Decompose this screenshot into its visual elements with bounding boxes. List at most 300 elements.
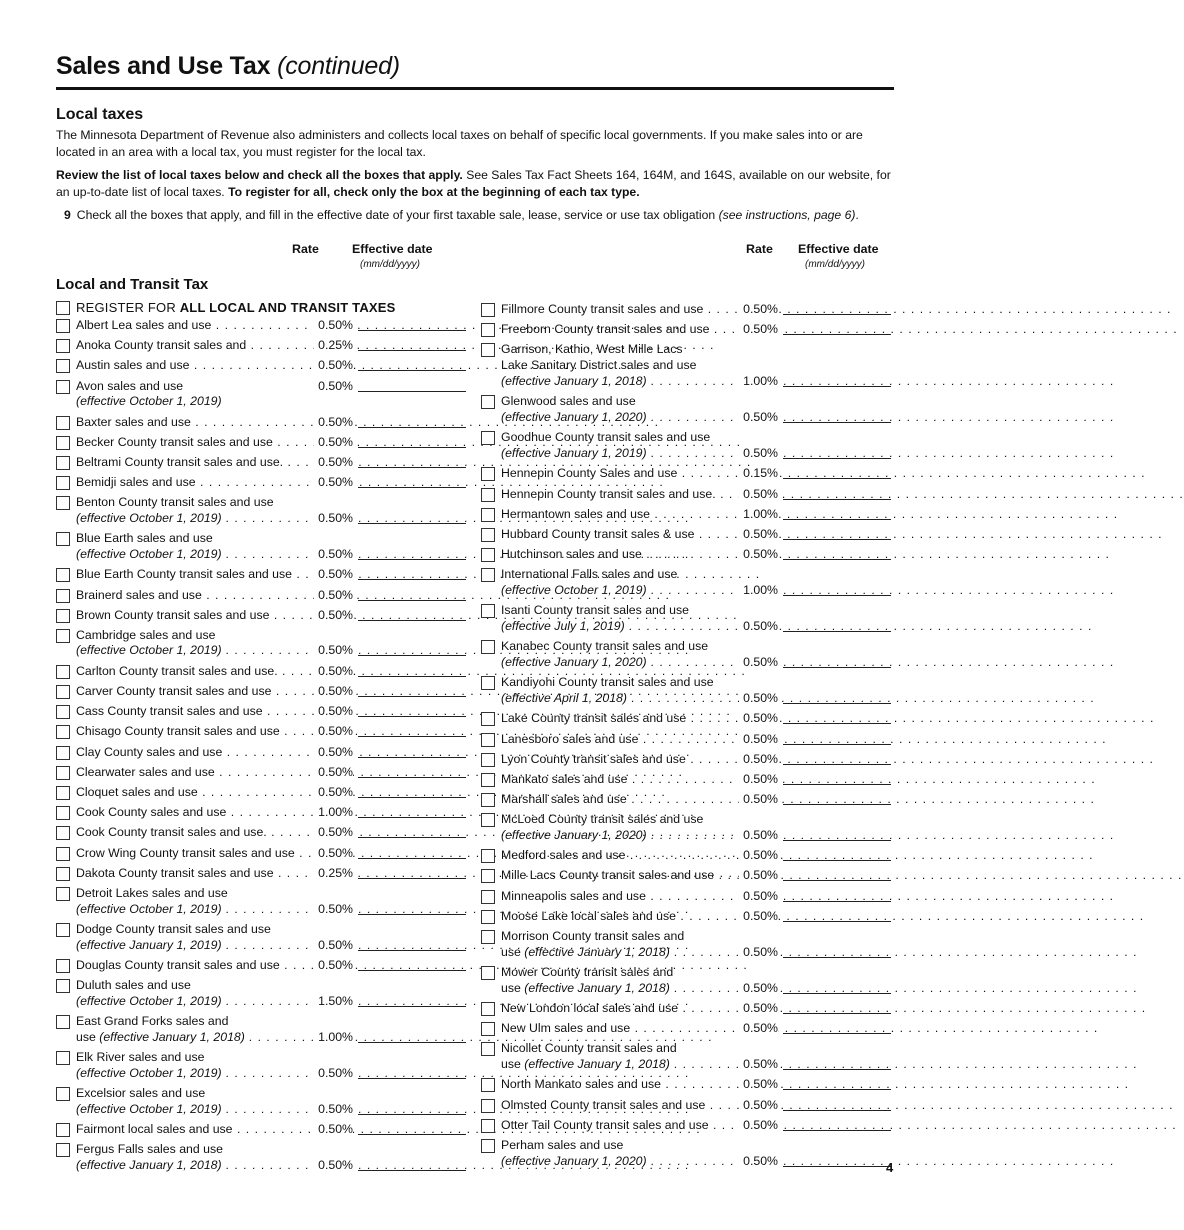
effective-date-field[interactable] xyxy=(358,338,466,351)
tax-name: Nicollet County transit sales and xyxy=(501,1041,677,1056)
effective-date-field[interactable] xyxy=(783,981,891,994)
tax-checkbox[interactable] xyxy=(481,303,495,317)
tax-rate: 0.50% xyxy=(314,608,353,624)
tax-rate: 0.50% xyxy=(314,547,353,563)
tax-checkbox[interactable] xyxy=(481,528,495,542)
tax-rate: 0.50% xyxy=(739,711,778,727)
effective-date-field[interactable] xyxy=(783,410,891,423)
effective-date-field[interactable] xyxy=(783,1057,891,1070)
tax-name: Detroit Lakes sales and use xyxy=(76,885,228,900)
tax-rate: 0.15% xyxy=(739,466,778,482)
effective-note: use (effective January 1, 2018) . . . xyxy=(76,1030,341,1046)
tax-name: Cook County sales and use . . . xyxy=(76,805,341,821)
effective-date-field[interactable] xyxy=(783,691,891,704)
effective-date-field[interactable] xyxy=(358,958,466,971)
tax-name: Crow Wing County transit sales and use . . . xyxy=(76,846,341,862)
tax-rate: 0.50% xyxy=(314,745,353,761)
effective-date-field[interactable] xyxy=(358,1122,466,1135)
effective-date-field[interactable] xyxy=(783,487,891,500)
effective-date-field[interactable] xyxy=(783,1001,891,1014)
tax-rate: 0.50% xyxy=(739,792,778,808)
tax-checkbox[interactable] xyxy=(481,1042,495,1056)
effective-date-field[interactable] xyxy=(783,1098,891,1111)
effective-date-field[interactable] xyxy=(358,724,466,737)
rate-header-left: Rate xyxy=(292,242,319,256)
effective-date-field[interactable] xyxy=(783,732,891,745)
tax-row xyxy=(56,435,466,455)
tax-name: Cook County transit sales and use. . . . xyxy=(76,825,341,841)
tax-row xyxy=(481,1021,891,1041)
effective-date-field[interactable] xyxy=(358,511,466,524)
tax-checkbox[interactable] xyxy=(481,869,495,883)
effective-date-field[interactable] xyxy=(358,805,466,818)
rate-header-right: Rate xyxy=(746,242,773,256)
tax-checkbox[interactable] xyxy=(56,685,70,699)
tax-checkbox[interactable] xyxy=(56,1087,70,1101)
tax-row xyxy=(481,547,891,567)
effective-date-field[interactable] xyxy=(358,1158,466,1171)
tax-rate: 0.50% xyxy=(739,828,778,844)
tax-rate: 0.50% xyxy=(739,655,778,671)
tax-name: Clay County sales and use . . . xyxy=(76,745,341,761)
tax-checkbox[interactable] xyxy=(56,609,70,623)
tax-checkbox[interactable] xyxy=(56,319,70,333)
tax-rate: 0.50% xyxy=(314,1158,353,1174)
tax-rate: 0.50% xyxy=(739,732,778,748)
tax-checkbox[interactable] xyxy=(481,1119,495,1133)
tax-checkbox[interactable] xyxy=(56,705,70,719)
effective-date-field[interactable] xyxy=(358,846,466,859)
tax-checkbox[interactable] xyxy=(56,746,70,760)
tax-row xyxy=(481,909,891,929)
tax-row xyxy=(481,507,891,527)
form-page xyxy=(56,52,894,1175)
effective-note: (effective April 1, 2018) . . . xyxy=(501,691,766,707)
effective-date-field[interactable] xyxy=(358,435,466,448)
tax-rate: 0.50% xyxy=(314,1066,353,1082)
effective-date-field[interactable] xyxy=(358,415,466,428)
tax-checkbox[interactable] xyxy=(56,725,70,739)
tax-row xyxy=(481,812,891,848)
effective-date-field[interactable] xyxy=(783,655,891,668)
effective-date-field[interactable] xyxy=(358,547,466,560)
effective-date-field[interactable] xyxy=(358,1066,466,1079)
tax-checkbox[interactable] xyxy=(481,1002,495,1016)
tax-rate: 0.50% xyxy=(739,322,778,338)
effective-date-field[interactable] xyxy=(783,547,891,560)
effective-date-field[interactable] xyxy=(358,1102,466,1115)
tax-name: Morrison County transit sales and xyxy=(501,929,685,943)
tax-name: Garrison, Kathio, West Mille Lacs xyxy=(501,342,683,357)
tax-rate: 0.50% xyxy=(314,358,353,374)
tax-row xyxy=(481,1118,891,1138)
tax-row xyxy=(481,466,891,486)
effective-date-field[interactable] xyxy=(358,745,466,758)
tax-name: Excelsior sales and use xyxy=(76,1086,206,1101)
tax-row xyxy=(481,848,891,868)
tax-checkbox[interactable] xyxy=(56,1015,70,1029)
tax-checkbox[interactable] xyxy=(56,1143,70,1157)
tax-checkbox[interactable] xyxy=(56,568,70,582)
tax-row xyxy=(481,772,891,792)
effective-note: (effective October 1, 2019) . . . xyxy=(76,1102,341,1118)
tax-name: Dakota County transit sales and use . . . xyxy=(76,866,341,882)
tax-rate: 0.50% xyxy=(314,704,353,720)
tax-name: Blue Earth sales and use xyxy=(76,531,213,546)
tax-rate: 0.25% xyxy=(314,866,353,882)
tax-checkbox[interactable] xyxy=(481,1099,495,1113)
tax-name: Kanabec County transit sales and use xyxy=(501,639,709,654)
tax-checkbox[interactable] xyxy=(56,359,70,373)
tax-checkbox[interactable] xyxy=(481,910,495,924)
tax-name: Lyon County transit sales and use . . . xyxy=(501,752,766,768)
effective-date-field[interactable] xyxy=(358,1030,466,1043)
tax-checkbox[interactable] xyxy=(56,826,70,840)
effective-date-field[interactable] xyxy=(783,619,891,632)
tax-row xyxy=(481,430,891,466)
tax-row xyxy=(481,868,891,888)
effective-date-field[interactable] xyxy=(358,785,466,798)
tax-row xyxy=(56,1142,466,1178)
tax-name: Duluth sales and use xyxy=(76,978,191,993)
tax-rate: 0.50% xyxy=(739,909,778,925)
effective-date-field[interactable] xyxy=(783,1021,891,1034)
tax-name: Fillmore County transit sales and use . . . xyxy=(501,302,766,318)
tax-row xyxy=(481,1137,894,1175)
effective-note: (effective January 1, 2020) . . . xyxy=(501,655,766,671)
tax-rate: 0.25% xyxy=(314,338,353,354)
tax-row xyxy=(56,1122,466,1142)
tax-rate: 0.50% xyxy=(314,958,353,974)
tax-checkbox[interactable] xyxy=(481,676,495,690)
tax-row xyxy=(56,475,466,495)
effective-date-field[interactable] xyxy=(783,507,891,520)
tax-checkbox[interactable] xyxy=(481,640,495,654)
tax-name: Carver County transit sales and use . . . xyxy=(76,684,341,700)
right-tax-column xyxy=(481,302,894,1175)
tax-rate: 0.50% xyxy=(314,664,353,680)
tax-checkbox[interactable] xyxy=(56,847,70,861)
effective-date-field[interactable] xyxy=(358,704,466,717)
effective-date-field[interactable] xyxy=(783,945,891,958)
review-paragraph: Review the list of local taxes below and check all the boxes that apply. See Sales Tax Fact Sheets 164, 164M, and 164S, available on our website, for an up-to-date list of local taxes. To register for all, check only the box at the beginning of each tax type. xyxy=(56,168,891,199)
tax-checkbox[interactable] xyxy=(481,753,495,767)
tax-rate: 1.00% xyxy=(314,1030,353,1046)
effective-date-field[interactable] xyxy=(783,772,891,785)
tax-checkbox[interactable] xyxy=(481,849,495,863)
tax-checkbox[interactable] xyxy=(481,1022,495,1036)
effective-date-field[interactable] xyxy=(358,588,466,601)
tax-rate: 0.50% xyxy=(314,567,353,583)
effective-date-field[interactable] xyxy=(783,889,891,902)
tax-checkbox[interactable] xyxy=(56,1123,70,1137)
tax-checkbox[interactable] xyxy=(56,979,70,993)
tax-name: Hubbard County transit sales & use . . . xyxy=(501,527,766,543)
tax-name: Bemidji sales and use . . . xyxy=(76,475,341,491)
tax-name: Benton County transit sales and use xyxy=(76,495,274,510)
tax-name: Marshall sales and use . . . xyxy=(501,792,766,808)
tax-name: Chisago County transit sales and use . . . xyxy=(76,724,341,740)
tax-checkbox[interactable] xyxy=(56,867,70,881)
effective-note: (effective January 1, 2020) . . . xyxy=(501,828,766,844)
tax-checkbox[interactable] xyxy=(481,395,495,409)
tax-rate: 0.50% xyxy=(314,511,353,527)
tax-row xyxy=(481,639,891,675)
tax-name: Mankato sales and use . . . xyxy=(501,772,766,788)
tax-row xyxy=(56,978,466,1014)
effective-date-field[interactable] xyxy=(358,318,466,331)
tax-row xyxy=(56,588,466,608)
effective-date-field[interactable] xyxy=(783,868,891,881)
register-all-checkbox[interactable] xyxy=(56,301,70,315)
effective-note: (effective January 1, 2019) . . . xyxy=(501,446,766,462)
effective-date-field[interactable] xyxy=(783,1077,891,1090)
tax-rate: 0.50% xyxy=(739,547,778,563)
tax-checkbox[interactable] xyxy=(481,508,495,522)
tax-checkbox[interactable] xyxy=(56,629,70,643)
effective-date-field[interactable] xyxy=(358,643,466,656)
tax-rate: 0.50% xyxy=(739,848,778,864)
tax-name: Mille Lacs County transit sales and use . . . xyxy=(501,868,766,884)
tax-rate: 0.50% xyxy=(314,1102,353,1118)
effective-note: (effective October 1, 2019) . . . xyxy=(76,547,341,563)
tax-rate: 0.50% xyxy=(739,772,778,788)
tax-row xyxy=(481,567,891,603)
tax-checkbox[interactable] xyxy=(481,712,495,726)
tax-checkbox[interactable] xyxy=(56,436,70,450)
tax-checkbox[interactable] xyxy=(481,813,495,827)
tax-name: Elk River sales and use xyxy=(76,1050,205,1065)
effective-date-field[interactable] xyxy=(358,765,466,778)
tax-row xyxy=(481,711,891,731)
tax-row xyxy=(481,1077,891,1097)
tax-rate: 0.50% xyxy=(314,938,353,954)
tax-row xyxy=(56,318,466,338)
effective-date-field[interactable] xyxy=(358,379,466,392)
tax-checkbox[interactable] xyxy=(56,416,70,430)
effective-date-field[interactable] xyxy=(783,792,891,805)
tax-row xyxy=(481,675,891,711)
effective-date-field[interactable] xyxy=(358,994,466,1007)
tax-checkbox[interactable] xyxy=(481,966,495,980)
tax-row xyxy=(56,415,466,435)
effective-date-field[interactable] xyxy=(358,866,466,879)
tax-row xyxy=(56,745,466,765)
tax-name: Clearwater sales and use . . . xyxy=(76,765,341,781)
tax-rate: 1.50% xyxy=(314,994,353,1010)
tax-checkbox[interactable] xyxy=(56,665,70,679)
tax-rate: 0.50% xyxy=(314,902,353,918)
tax-rate: 0.50% xyxy=(739,1057,778,1073)
tax-name: North Mankato sales and use . . . xyxy=(501,1077,766,1093)
tax-name: International Falls sales and use xyxy=(501,567,678,582)
tax-rate: 0.50% xyxy=(739,1098,778,1114)
tax-row xyxy=(481,792,891,812)
effective-date-field[interactable] xyxy=(783,752,891,765)
effective-date-field[interactable] xyxy=(783,302,891,315)
tax-checkbox[interactable] xyxy=(481,488,495,502)
tax-rate: 0.50% xyxy=(739,981,778,997)
effective-date-field[interactable] xyxy=(358,567,466,580)
tax-rate: 0.50% xyxy=(739,527,778,543)
tax-checkbox[interactable] xyxy=(481,1139,495,1153)
tax-name: Otter Tail County transit sales and use . . . xyxy=(501,1118,766,1134)
effective-date-field[interactable] xyxy=(783,466,891,479)
effective-date-field[interactable] xyxy=(783,583,891,596)
tax-name: Mower County transit sales and xyxy=(501,965,674,979)
tax-checkbox[interactable] xyxy=(56,923,70,937)
tax-checkbox[interactable] xyxy=(481,1078,495,1092)
tax-name: Beltrami County transit sales and use. . . . xyxy=(76,455,341,471)
tax-checkbox[interactable] xyxy=(56,532,70,546)
effective-note: (effective January 1, 2018) . . . xyxy=(501,374,766,390)
tax-rate: 0.50% xyxy=(314,415,353,431)
effective-date-field[interactable] xyxy=(783,848,891,861)
tax-name: Olmsted County transit sales and use . . . xyxy=(501,1098,766,1114)
tax-row xyxy=(56,886,466,922)
section-title: Local and Transit Tax xyxy=(56,276,209,293)
tax-row xyxy=(56,805,466,825)
tax-row xyxy=(56,684,466,704)
tax-checkbox[interactable] xyxy=(56,786,70,800)
local-taxes-heading: Local taxes xyxy=(56,106,144,123)
tax-name: Dodge County transit sales and use xyxy=(76,921,271,936)
tax-rate: 0.50% xyxy=(314,475,353,491)
tax-rate: 0.50% xyxy=(739,410,778,426)
tax-name: Becker County transit sales and use . . . xyxy=(76,435,341,451)
tax-rate: 0.50% xyxy=(739,752,778,768)
tax-name: Cloquet sales and use . . . xyxy=(76,785,341,801)
effective-date-field[interactable] xyxy=(358,825,466,838)
effective-note: use (effective January 1, 2018) . . . xyxy=(501,981,766,997)
date-header-right: Effective date xyxy=(798,242,879,256)
tax-checkbox[interactable] xyxy=(56,1051,70,1065)
tax-row xyxy=(56,922,466,958)
effective-date-field[interactable] xyxy=(783,711,891,724)
effective-date-field[interactable] xyxy=(783,909,891,922)
effective-date-field[interactable] xyxy=(358,455,466,468)
tax-checkbox[interactable] xyxy=(481,604,495,618)
effective-date-field[interactable] xyxy=(783,1118,891,1131)
tax-name: Austin sales and use . . . xyxy=(76,358,341,374)
tax-row xyxy=(481,322,891,342)
tax-checkbox[interactable] xyxy=(481,323,495,337)
tax-name: Perham sales and use xyxy=(501,1137,624,1152)
tax-checkbox[interactable] xyxy=(56,339,70,353)
tax-checkbox[interactable] xyxy=(481,548,495,562)
tax-checkbox[interactable] xyxy=(56,887,70,901)
tax-name: Blue Earth County transit sales and use . . . xyxy=(76,567,341,583)
tax-checkbox[interactable] xyxy=(481,733,495,747)
effective-date-field[interactable] xyxy=(783,374,891,387)
effective-date-field[interactable] xyxy=(783,828,891,841)
effective-note: (effective January 1, 2018) . . . xyxy=(76,1158,341,1174)
tax-checkbox[interactable] xyxy=(481,568,495,582)
date-format-left: (mm/dd/yyyy) xyxy=(360,259,420,270)
tax-row xyxy=(56,628,466,664)
tax-name: East Grand Forks sales and xyxy=(76,1014,229,1029)
page-number: 4 xyxy=(886,1160,894,1175)
tax-name: Kandiyohi County transit sales and use xyxy=(501,675,714,690)
effective-date-field[interactable] xyxy=(783,1154,891,1167)
tax-name: Avon sales and use xyxy=(76,378,184,393)
effective-note: (effective October 1, 2019) . . . xyxy=(76,643,341,659)
tax-row xyxy=(481,302,891,322)
tax-name: Cass County transit sales and use . . . xyxy=(76,704,341,720)
effective-note: (effective July 1, 2019) . . . xyxy=(501,619,766,635)
tax-row xyxy=(481,929,891,965)
tax-checkbox[interactable] xyxy=(481,343,495,357)
tax-checkbox[interactable] xyxy=(481,773,495,787)
tax-checkbox[interactable] xyxy=(56,496,70,510)
tax-row xyxy=(56,495,466,531)
tax-checkbox[interactable] xyxy=(56,380,70,394)
effective-date-field[interactable] xyxy=(358,608,466,621)
tax-rate: 0.50% xyxy=(314,435,353,451)
register-all-row xyxy=(56,300,466,318)
date-header-left: Effective date xyxy=(352,242,433,256)
tax-name: McLoed County transit sales and use xyxy=(501,812,704,827)
tax-name: Brown County transit sales and use . . . xyxy=(76,608,341,624)
effective-note: (effective January 1, 2020) . . . xyxy=(501,1154,766,1170)
tax-row xyxy=(56,531,466,567)
effective-date-field[interactable] xyxy=(783,446,891,459)
tax-checkbox[interactable] xyxy=(56,959,70,973)
tax-checkbox[interactable] xyxy=(56,456,70,470)
tax-row xyxy=(481,965,891,1001)
tax-rate: 0.50% xyxy=(739,691,778,707)
tax-rate: 1.00% xyxy=(739,583,778,599)
tax-row xyxy=(481,342,891,394)
tax-checkbox[interactable] xyxy=(481,431,495,445)
tax-rate: 0.50% xyxy=(739,446,778,462)
tax-rate: 1.00% xyxy=(739,374,778,390)
effective-date-field[interactable] xyxy=(358,938,466,951)
tax-checkbox[interactable] xyxy=(481,467,495,481)
effective-date-field[interactable] xyxy=(358,664,466,677)
tax-row xyxy=(56,866,466,886)
tax-row xyxy=(481,889,891,909)
tax-name: New London local sales and use . . . xyxy=(501,1001,766,1017)
tax-rate: 0.50% xyxy=(739,889,778,905)
tax-rate: 0.50% xyxy=(314,455,353,471)
effective-note: use (effective January 1, 2018) . . . xyxy=(501,1057,766,1073)
tax-rate: 0.50% xyxy=(314,846,353,862)
effective-date-field[interactable] xyxy=(783,527,891,540)
tax-checkbox[interactable] xyxy=(481,930,495,944)
tax-checkbox[interactable] xyxy=(56,806,70,820)
effective-date-field[interactable] xyxy=(358,902,466,915)
tax-row xyxy=(481,527,891,547)
tax-name: Lake County transit sales and use . . . xyxy=(501,711,766,727)
tax-rate: 0.50% xyxy=(314,588,353,604)
tax-checkbox[interactable] xyxy=(481,890,495,904)
tax-checkbox[interactable] xyxy=(56,589,70,603)
tax-name: Goodhue County transit sales and use xyxy=(501,430,711,445)
tax-checkbox[interactable] xyxy=(56,766,70,780)
tax-checkbox[interactable] xyxy=(56,476,70,490)
effective-date-field[interactable] xyxy=(783,322,891,335)
effective-date-field[interactable] xyxy=(358,684,466,697)
tax-row xyxy=(481,394,891,430)
effective-date-field[interactable] xyxy=(358,358,466,371)
effective-date-field[interactable] xyxy=(358,475,466,488)
tax-row xyxy=(56,846,466,866)
register-all-label: REGISTER FOR ALL LOCAL AND TRANSIT TAXES xyxy=(76,300,396,315)
effective-note: (effective January 1, 2020) . . . xyxy=(501,410,766,426)
tax-row xyxy=(56,1014,466,1050)
tax-checkbox[interactable] xyxy=(481,793,495,807)
